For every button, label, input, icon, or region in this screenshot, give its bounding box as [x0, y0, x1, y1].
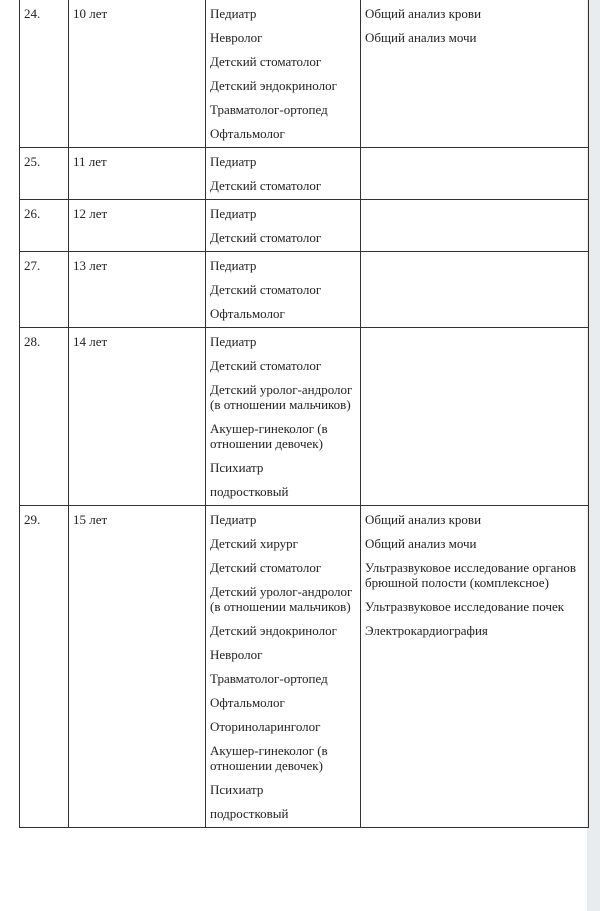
specialist-item: Детский стоматолог — [210, 54, 322, 69]
specialist-item: Оториноларинголог — [210, 719, 321, 734]
specialists-cell — [206, 252, 361, 328]
table-row — [20, 148, 589, 200]
specialist-item: подростковый — [210, 484, 289, 499]
row-number-cell: 27. — [20, 252, 69, 328]
exam-item: Общий анализ мочи — [365, 30, 477, 45]
age-cell: 11 лет — [69, 148, 206, 200]
specialist-item: Педиатр — [210, 154, 257, 169]
exam-item: Ультразвуковое исследование почек — [365, 599, 565, 614]
specialist-item: Детский стоматолог — [210, 230, 322, 245]
specialists-cell — [206, 0, 361, 148]
exams-cell — [361, 506, 589, 828]
specialist-item: Педиатр — [210, 6, 257, 21]
exams-cell — [361, 252, 589, 328]
exam-item: Электрокардиография — [365, 623, 488, 638]
specialist-item: Детский уролог-андролог (в отношении мальчиков) — [210, 382, 353, 412]
exam-item: Ультразвуковое исследование органов брюшной полости (комплексное) — [365, 560, 577, 590]
exam-item: Общий анализ мочи — [365, 536, 477, 551]
row-number-cell: 26. — [20, 200, 69, 252]
specialist-item: Акушер-гинеколог (в отношении девочек) — [210, 743, 328, 773]
specialist-item: Психиатр — [210, 782, 264, 797]
specialist-item: Педиатр — [210, 258, 257, 273]
specialist-item: Психиатр — [210, 460, 264, 475]
table-body — [20, 0, 589, 828]
specialist-item: Травматолог-ортопед — [210, 671, 328, 686]
specialist-item: Детский хирург — [210, 536, 299, 551]
specialists-cell — [206, 200, 361, 252]
specialist-item: Детский уролог-андролог (в отношении мальчиков) — [210, 584, 353, 614]
specialist-item: Акушер-гинеколог (в отношении девочек) — [210, 421, 328, 451]
table-row — [20, 328, 589, 506]
exams-cell — [361, 328, 589, 506]
specialist-item: Детский стоматолог — [210, 560, 322, 575]
age-cell: 15 лет — [69, 506, 206, 828]
age-cell: 13 лет — [69, 252, 206, 328]
exams-cell — [361, 0, 589, 148]
specialist-item: Педиатр — [210, 334, 257, 349]
specialist-item: Детский стоматолог — [210, 282, 322, 297]
specialist-item: Детский стоматолог — [210, 178, 322, 193]
exam-item: Общий анализ крови — [365, 512, 482, 527]
specialist-item: подростковый — [210, 806, 289, 821]
specialists-cell — [206, 506, 361, 828]
row-number-cell: 25. — [20, 148, 69, 200]
row-number-cell: 28. — [20, 328, 69, 506]
medical-exam-table — [19, 0, 589, 828]
age-cell: 14 лет — [69, 328, 206, 506]
table-row — [20, 0, 589, 148]
age-cell: 10 лет — [69, 0, 206, 148]
specialist-item: Офтальмолог — [210, 126, 285, 141]
specialist-item: Офтальмолог — [210, 695, 285, 710]
specialist-item: Детский эндокринолог — [210, 623, 337, 638]
specialist-item: Педиатр — [210, 206, 257, 221]
specialist-item: Травматолог-ортопед — [210, 102, 328, 117]
age-cell: 12 лет — [69, 200, 206, 252]
exams-cell — [361, 148, 589, 200]
specialists-cell — [206, 148, 361, 200]
specialist-item: Педиатр — [210, 512, 257, 527]
specialist-item: Невролог — [210, 647, 263, 662]
specialist-item: Офтальмолог — [210, 306, 285, 321]
exams-cell — [361, 200, 589, 252]
row-number-cell: 29. — [20, 506, 69, 828]
row-number-cell: 24. — [20, 0, 69, 148]
exam-item: Общий анализ крови — [365, 6, 482, 21]
specialist-item: Детский эндокринолог — [210, 78, 337, 93]
specialist-item: Детский стоматолог — [210, 358, 322, 373]
table-row — [20, 252, 589, 328]
table-row — [20, 200, 589, 252]
table-row — [20, 506, 589, 828]
specialists-cell — [206, 328, 361, 506]
specialist-item: Невролог — [210, 30, 263, 45]
